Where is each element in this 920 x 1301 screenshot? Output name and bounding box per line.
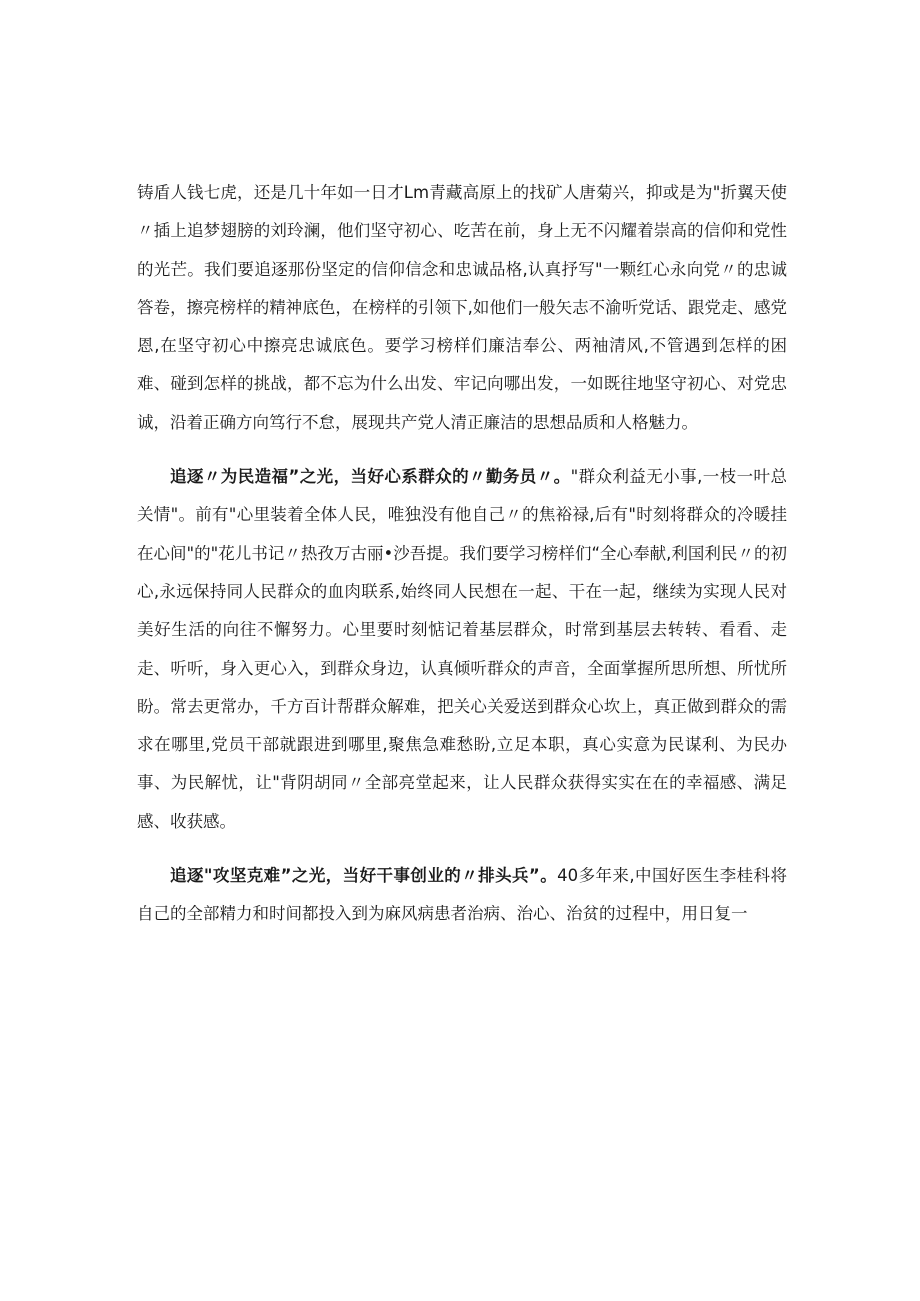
paragraph-3-text: 40多年来,中国好医生李桂科将自己的全部精力和时间都投入到为麻风病患者治病、治心、治贫的过程中，用日复一	[137, 866, 787, 924]
paragraph-2	[137, 458, 787, 841]
paragraph-3	[137, 857, 787, 934]
paragraph-1-text: 铸盾人钱七虎，还是几十年如一日才Lm青藏高原上的找矿人唐菊兴，抑或是为"折翼天使〃插上追梦翅膀的刘玲澜，他们坚守初心、吃苦在前，身上无不闪耀着崇高的信仰和党性的光芒。我们要追逐那份坚定的信仰信念和忠诚品格,认真抒写"一颗红心永向党〃的忠诚答卷，擦亮榜样的精神底色，在榜样的引领下,如他们一般矢志不渝听党话、跟党走、感党恩,在坚守初心中擦亮忠诚底色。要学习榜样们廉洁奉公、两袖清风,不管遇到怎样的困难、碰到怎样的挑战，都不忘为什么出发、牢记向哪出发，一如既往地坚守初心、对党忠诚，沿着正确方向笃行不怠，展现共产党人清正廉洁的思想品质和人格魅力。	[137, 183, 787, 432]
paragraph-1	[137, 174, 787, 442]
document-body	[137, 174, 787, 934]
paragraph-3-heading: 追逐"攻坚克难”之光，当好干事创业的〃排头兵”。	[170, 866, 558, 886]
paragraph-2-heading: 追逐〃为民造福”之光，当好心系群众的〃勤务员〃。	[170, 467, 571, 487]
paragraph-2-text: "群众利益无小事,一枝一叶总关情"。前有"心里装着全体人民，唯独没有他自己〃的焦裕禄,后有"时刻将群众的冷暖挂在心间"的"花儿书记〃热孜万古丽•沙吾提。我们要学习榜样们“全心奉献,利国利民〃的初心,永远保持同人民群众的血肉联系,始终同人民想在一起、干在一起，继续为实现人民对美好生活的向往不懈努力。心里要时刻惦记着基层群众，时常到基层去转转、看看、走走、听听，身入更心入，到群众身边，认真倾听群众的声音，全面掌握所思所想、所忧所盼。常去更常办，千方百计帮群众解难，把关心关爱送到群众心坎上，真正做到群众的需求在哪里,党员干部就跟进到哪里,聚焦急难愁盼,立足本职，真心实意为民谋利、为民办事、为民解忧，让"背阴胡同〃全部亮堂起来，让人民群众获得实实在在的幸福感、满足感、收获感。	[137, 467, 787, 831]
